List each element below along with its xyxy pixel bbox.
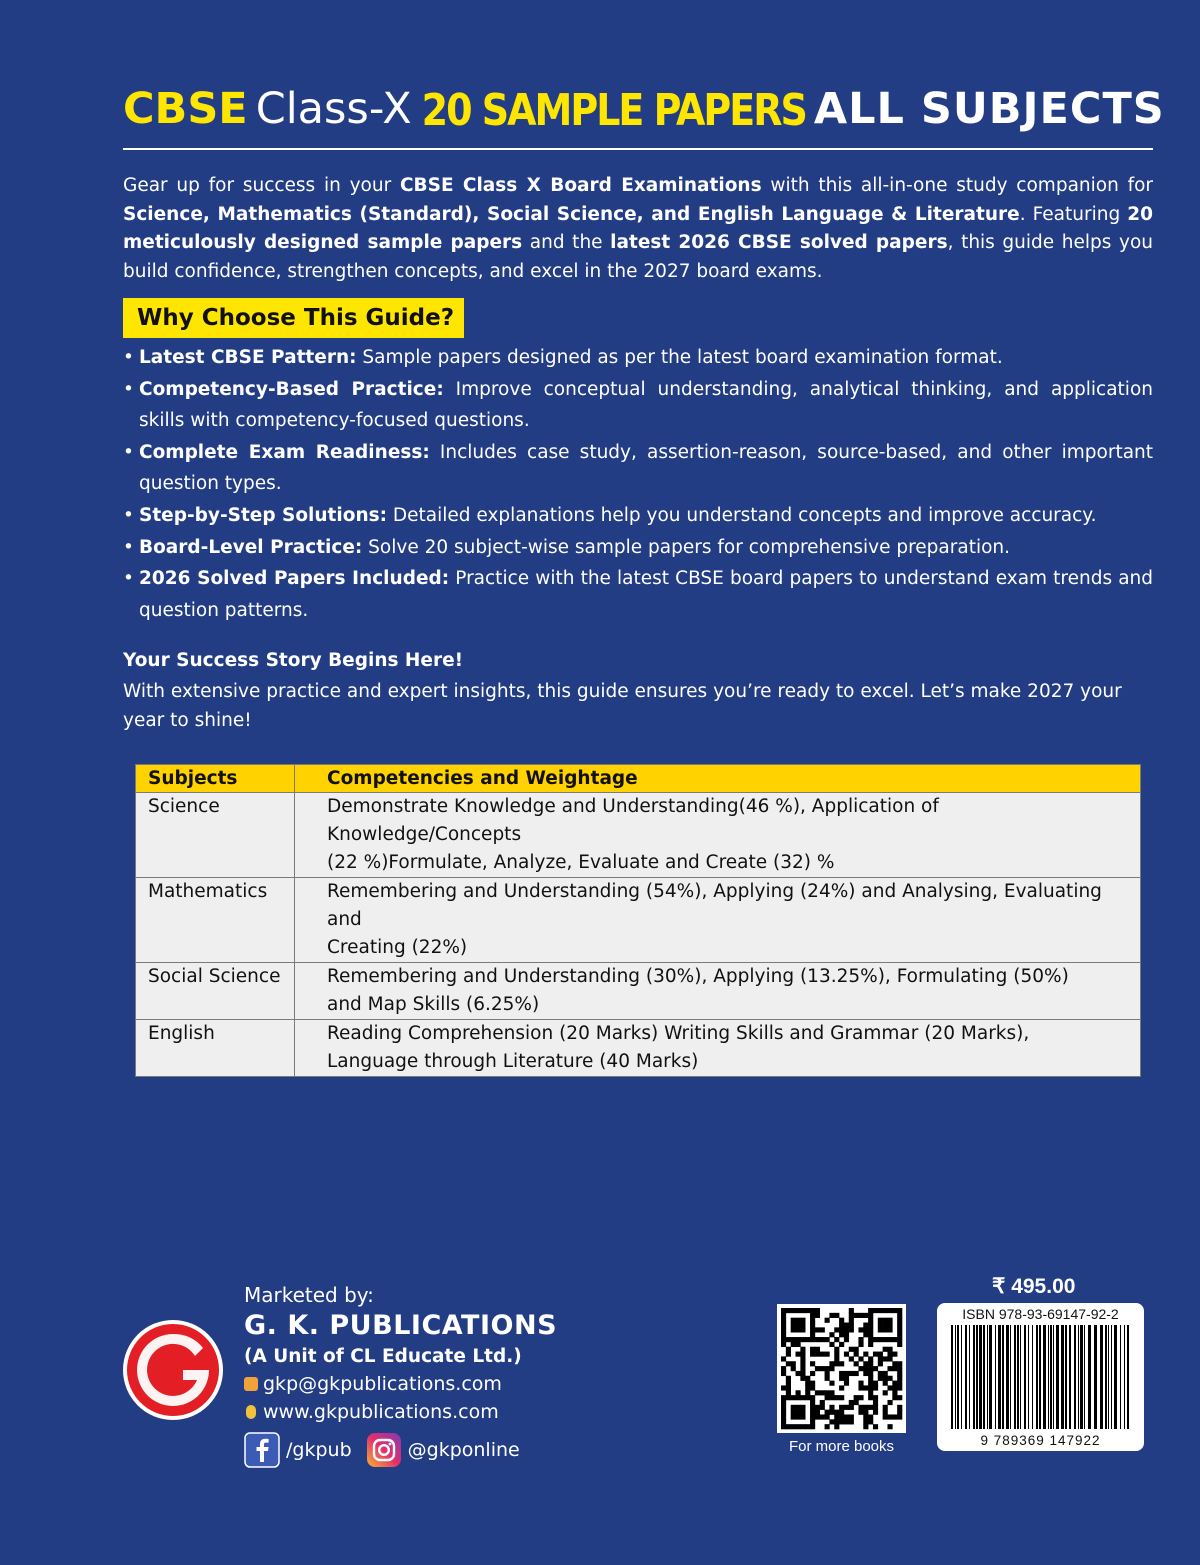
logo-letter-g: G xyxy=(167,1350,179,1366)
title-sample-papers: 20 SAMPLE PAPERS xyxy=(421,84,806,136)
intro-text-4: and the xyxy=(522,232,611,253)
instagram-handle[interactable]: @gkponline xyxy=(407,1439,520,1461)
intro-text-1: Gear up for success in your xyxy=(123,175,400,196)
competency-line: Remembering and Understanding (30%), Applying (13.25%), Formulating (50%) xyxy=(327,966,1069,987)
social-row xyxy=(244,1432,520,1468)
email-row xyxy=(244,1373,502,1395)
feature-text: Practice with the latest CBSE board papers to understand exam trends and question patterns. xyxy=(139,568,1153,621)
marketed-by-label: Marketed by: xyxy=(244,1283,374,1307)
intro-paragraph xyxy=(123,172,1153,286)
feature-item xyxy=(123,342,1153,374)
success-heading: Your Success Story Begins Here! xyxy=(123,650,464,671)
intro-bold-3: 20 meticulously designed sample papers xyxy=(123,203,1154,253)
intro-text-5: , this guide helps you build confidence, strengthen concepts, and excel in the 2027 board exams. xyxy=(123,232,1153,282)
feature-text: Improve conceptual understanding, analytical thinking, and application skills with competency-focused questions. xyxy=(139,378,1153,432)
competency-cell xyxy=(295,1020,1141,1077)
competency-cell xyxy=(295,878,1141,963)
feature-text: Solve 20 subject-wise sample papers for comprehensive preparation. xyxy=(362,536,1011,558)
feature-title: Step-by-Step Solutions: xyxy=(139,504,388,526)
table-row xyxy=(136,963,1141,1020)
competency-cell xyxy=(295,963,1141,1020)
competency-line: Remembering and Understanding (54%), Applying (24%) and Analysing, Evaluating and xyxy=(327,881,1102,930)
mouse-icon xyxy=(246,1405,256,1419)
logo-letter-p: P xyxy=(169,1379,177,1394)
qr-caption: For more books xyxy=(788,1438,895,1455)
table-row xyxy=(136,793,1141,878)
facebook-handle[interactable]: /gkpub xyxy=(286,1439,352,1461)
barcode-graphic xyxy=(949,1325,1132,1433)
feature-text: Detailed explanations help you understand concepts and improve accuracy. xyxy=(387,504,1097,526)
publisher-name: G. K. PUBLICATIONS xyxy=(244,1310,558,1341)
feature-title: 2026 Solved Papers Included: xyxy=(139,568,450,590)
email-icon xyxy=(244,1377,258,1391)
feature-item xyxy=(123,437,1153,500)
header-subjects: Subjects xyxy=(136,765,295,793)
isbn-text: ISBN 978-93-69147-92-2 xyxy=(962,1306,1119,1322)
cover-title xyxy=(123,84,1165,144)
price: ₹ 495.00 xyxy=(992,1275,1076,1298)
feature-item xyxy=(123,500,1153,532)
title-class: Class-X xyxy=(255,84,412,134)
email-text[interactable]: gkp@gkpublications.com xyxy=(263,1373,502,1395)
why-choose-heading: Why Choose This Guide? xyxy=(123,298,464,338)
website-row xyxy=(244,1401,499,1423)
qr-code-graphic xyxy=(777,1304,906,1433)
feature-text: Sample papers designed as per the latest board examination format. xyxy=(356,347,1003,368)
publisher-unit: (A Unit of CL Educate Ltd.) xyxy=(244,1346,522,1367)
feature-item xyxy=(123,563,1153,626)
header-competencies: Competencies and Weightage xyxy=(295,765,1141,793)
gkp-logo xyxy=(121,1318,225,1422)
title-divider xyxy=(123,148,1153,150)
feature-title: Competency-Based Practice: xyxy=(139,378,444,400)
feature-text: Includes case study, assertion-reason, source-based, and other important question types. xyxy=(139,441,1154,495)
subject-cell: Mathematics xyxy=(136,878,295,963)
feature-title: Board-Level Practice: xyxy=(139,536,363,558)
website-text[interactable]: www.gkpublications.com xyxy=(263,1401,499,1423)
title-cbse: CBSE xyxy=(123,84,248,134)
subject-cell: English xyxy=(136,1020,295,1077)
intro-bold-4: latest 2026 CBSE solved papers xyxy=(610,232,948,253)
qr-code[interactable] xyxy=(777,1304,906,1433)
success-body: With extensive practice and expert insights, this guide ensures you’re ready to excel. Let’s make 2027 your year to shine! xyxy=(123,681,1122,731)
instagram-icon xyxy=(366,1432,402,1468)
intro-bold-2: Science, Mathematics (Standard), Social Science, and English Language & Literature xyxy=(123,203,1020,225)
feature-list xyxy=(123,342,1153,626)
table-row xyxy=(136,1020,1141,1077)
barcode-number: 9 789369 147922 xyxy=(980,1433,1101,1448)
feature-title: Latest CBSE Pattern: xyxy=(139,347,357,368)
competency-cell xyxy=(295,793,1141,878)
feature-title: Complete Exam Readiness: xyxy=(139,441,430,463)
competency-line: Demonstrate Knowledge and Understanding(46 %), Application of Knowledge/Concepts xyxy=(327,796,939,845)
subject-cell: Science xyxy=(136,793,295,878)
barcode-panel xyxy=(937,1303,1144,1451)
competency-line: Creating (22%) xyxy=(327,937,468,958)
logo-letter-k: K xyxy=(168,1365,178,1380)
title-all-subjects: ALL SUBJECTS xyxy=(813,84,1165,134)
competency-line: Language through Literature (40 Marks) xyxy=(327,1051,699,1072)
table-header-row xyxy=(136,765,1141,793)
intro-bold-1: CBSE Class X Board Examinations xyxy=(399,175,762,196)
competency-table xyxy=(135,764,1141,1077)
subject-cell: Social Science xyxy=(136,963,295,1020)
feature-item xyxy=(123,374,1153,437)
intro-text-3: . Featuring xyxy=(1019,203,1128,225)
intro-text-2: with this all-in-one study companion for xyxy=(761,175,1154,196)
competency-line: (22 %)Formulate, Analyze, Evaluate and Create (32) % xyxy=(327,852,835,873)
facebook-icon xyxy=(244,1432,280,1468)
competency-line: Reading Comprehension (20 Marks) Writing Skills and Grammar (20 Marks), xyxy=(327,1023,1030,1044)
table-row xyxy=(136,878,1141,963)
feature-item xyxy=(123,532,1153,564)
competency-line: and Map Skills (6.25%) xyxy=(327,994,540,1015)
